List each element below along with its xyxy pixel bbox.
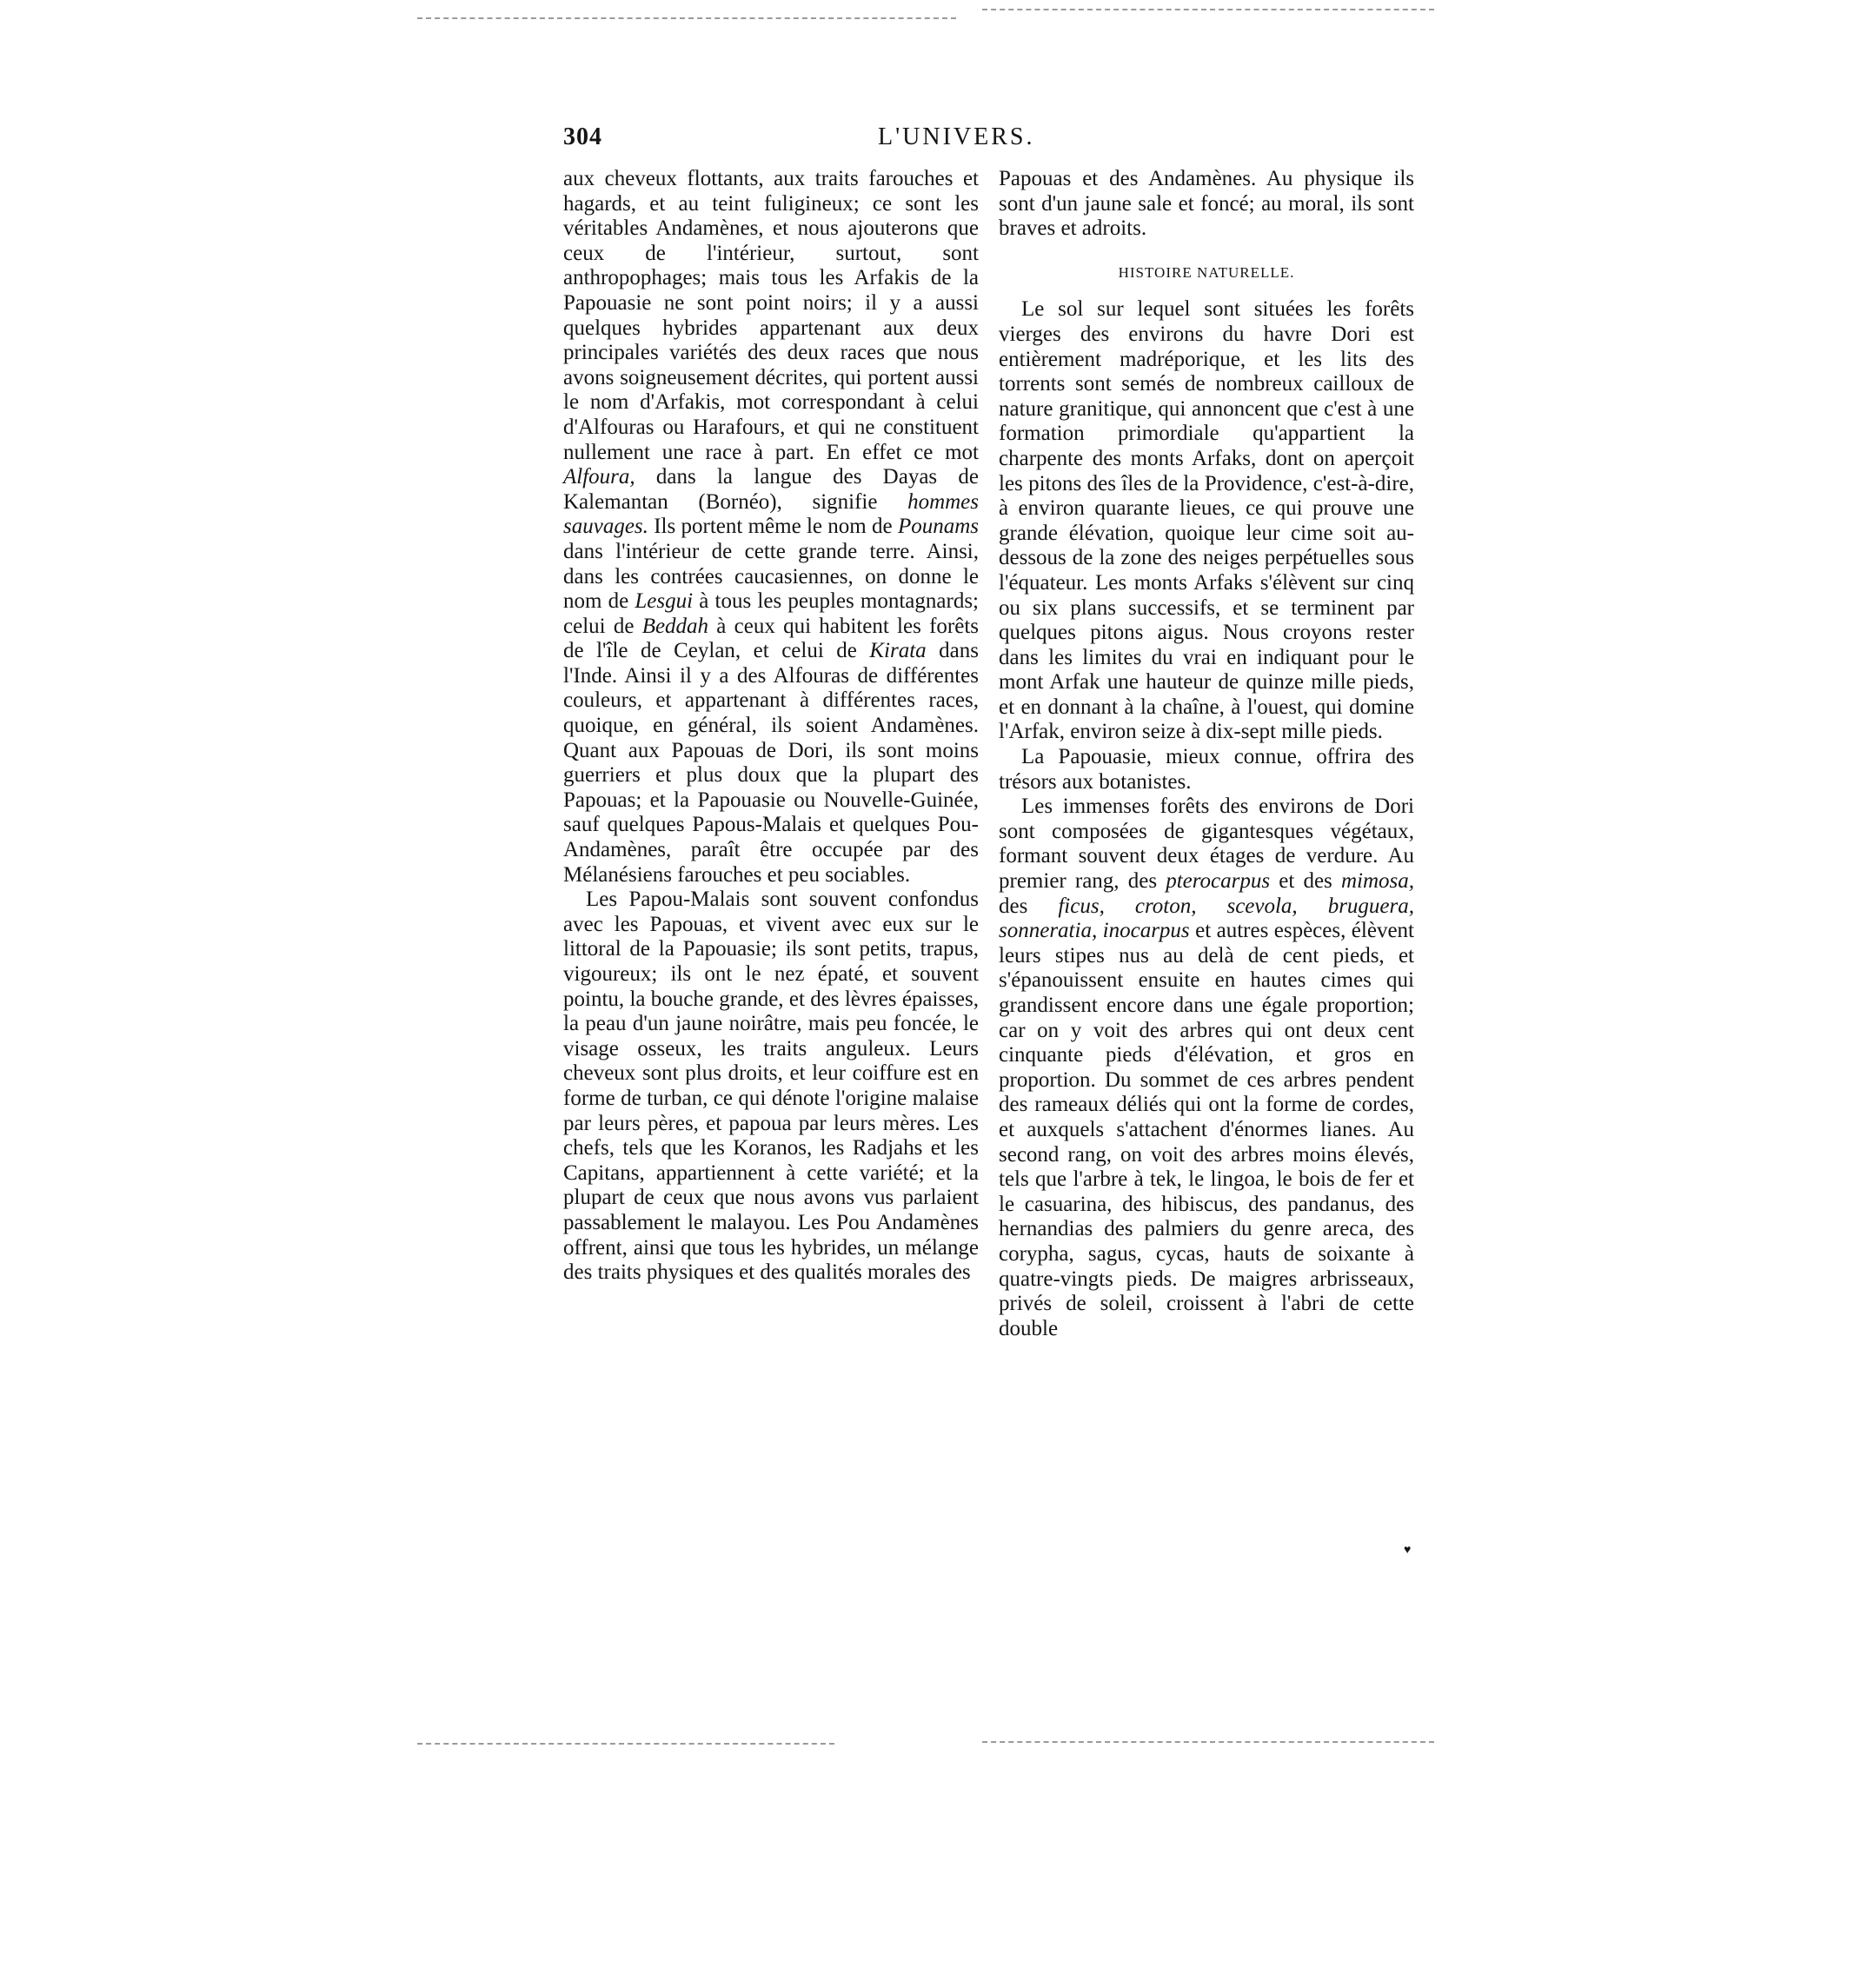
text-run: à ceux qui habitent les forêts de l'île de Ceylan, et celui de [563,614,979,663]
scan-edge-top-right [982,9,1434,10]
text-run: à tous les peuples montagnards; celui de [563,589,979,638]
italic-term: Beddah [641,614,709,638]
text-run: et autres espèces, élèvent leurs stipes nus au delà de cent pieds, et s'épanouissent ensuite en hautes cimes qui grandissent encore dans une égale proportion; car on y voit des arbres qui ont deux cent cinquante pieds d'élévation, et gros en proportion. Du sommet de ces arbres pendent des rameaux déliés qui ont la forme de cordes, et auxquels s'attachent d'énormes lianes. Au second rang, on voit des arbres moins élevés, tels que l'arbre à tek, le lingoa, le bois de fer et le casuarina, des hibiscus, des pandanus, des hernandias des palmiers du genre areca, des corypha, sagus, cycas, hauts de soixante à quatre-vingts pieds. De maigres arbrisseaux, privés de soleil, croissent à l'abri de cette double [999,919,1414,1340]
section-heading: HISTOIRE NATURELLE. [1118,263,1295,281]
right-paragraph-4 [999,795,1414,1341]
italic-term: pterocarpus [1166,869,1271,894]
italic-term: hommes sauvages. [563,489,979,539]
italic-term: mimosa, [1340,869,1414,894]
scan-edge-bottom-left [417,1743,834,1745]
text-run: dans la langue des Dayas de Kalemantan (Bornéo), signifie [563,465,979,514]
page-number: 304 [563,123,602,150]
italic-term: Alfoura, [563,465,635,489]
italic-term: Pounams [897,515,979,539]
right-paragraph-2: Le sol sur lequel sont situées les forêts vierges des environs du havre Dori est entièrement madréporique, et les lits des torrents sont semés de nombreux cailloux de nature granitique, qui annoncent que c'est à une formation primordiale qu'appartient la charpente des monts Arfaks, dont on aperçoit les pitons des îles de la Providence, c'est-à-dire, à environ quarante lieues, ce qui prouve une grande élévation, quoique leur cime soit au-dessous de la zone des neiges perpétuelles sous l'équateur. Les monts Arfaks s'élèvent sur cinq ou six plans successifs, et se terminent par quelques pitons aigus. Nous croyons rester dans les limites du vrai en indiquant pour le mont Arfak une hauteur de quinze mille pieds, et en donnant à la chaîne, à l'ouest, qui domine l'Arfak, environ seize à dix-sept mille pieds. [999,297,1414,744]
right-paragraph-3: La Papouasie, mieux connue, offrira des trésors aux botanistes. [999,745,1414,794]
scan-edge-bottom-right [982,1741,1434,1743]
italic-term: Lesgui [635,589,694,614]
text-run: Ils portent même le nom de [648,515,898,539]
text-run: des [999,894,1059,918]
printer-mark: ♥ [1404,1544,1412,1557]
text-run: dans l'intérieur de cette grande terre. Ainsi, dans les contrées caucasiennes, on donne le nom de [563,539,979,614]
right-column [999,167,1414,1341]
left-column [563,167,979,1286]
text-run: dans l'Inde. Ainsi il y a des Alfouras de différentes couleurs, et appartenant à différentes races, quoique, en général, ils soient Andamènes. Quant aux Papouas de Dori, ils sont moins guerriers et plus doux que la plupart des Papouas; et la Papouasie ou Nouvelle-Guinée, sauf quelques Papous-Malais et quelques Pou-Andamènes, paraît être occupée par des Mélanésiens farouches et peu sociables. [563,639,979,887]
scan-edge-top-left [417,17,956,19]
italic-term: ficus, croton, scevola, bruguera, sonneratia, inocarpus [999,894,1415,943]
running-title: L'UNIVERS. [878,123,1035,150]
text-run: Les immenses forêts des environs de Dori sont composées de gigantesques végétaux, formant souvent deux étages de verdure. Au premier rang, des [999,795,1414,894]
left-paragraph-1 [563,167,979,888]
text-run: aux cheveux flottants, aux traits farouches et hagards, et au teint fuligineux; ce sont les véritables Andamènes, et nous ajouterons que ceux de l'intérieur, surtout, sont anthropophages; mais tous les Arfakis de la Papouasie ne sont point noirs; il y a aussi quelques hybrides appartenant aux deux principales variétés des deux races que nous avons soigneusement décrites, qui portent aussi le nom d'Arfakis, mot correspondant à celui d'Alfouras ou Harafours, et qui ne constituent nullement une race à part. En effet ce mot [563,167,979,464]
left-paragraph-2: Les Papou-Malais sont souvent confondus avec les Papouas, et vivent avec eux sur le littoral de la Papouasie; ils sont petits, trapus, vigoureux; ils ont le nez épaté, et souvent pointu, la bouche grande, et des lèvres épaisses, la peau d'un jaune noirâtre, mais peu foncée, le visage osseux, les traits anguleux. Leurs cheveux sont plus droits, et leur coiffure est en forme de turban, ce qui dénote l'origine malaise par leurs pères, et papoua par leurs mères. Les chefs, tels que les Koranos, les Radjahs et les Capitans, appartiennent à cette variété; et la plupart de ceux que nous avons vus parlaient passablement le malayou. Les Pou Andamènes offrent, ainsi que tous les hybrides, un mélange des traits physiques et des qualités morales des [563,888,979,1285]
italic-term: Kirata [869,639,927,663]
text-run: et des [1270,869,1341,894]
right-paragraph-1: Papouas et des Andamènes. Au physique ils sont d'un jaune sale et foncé; au moral, ils sont braves et adroits. [999,167,1414,241]
